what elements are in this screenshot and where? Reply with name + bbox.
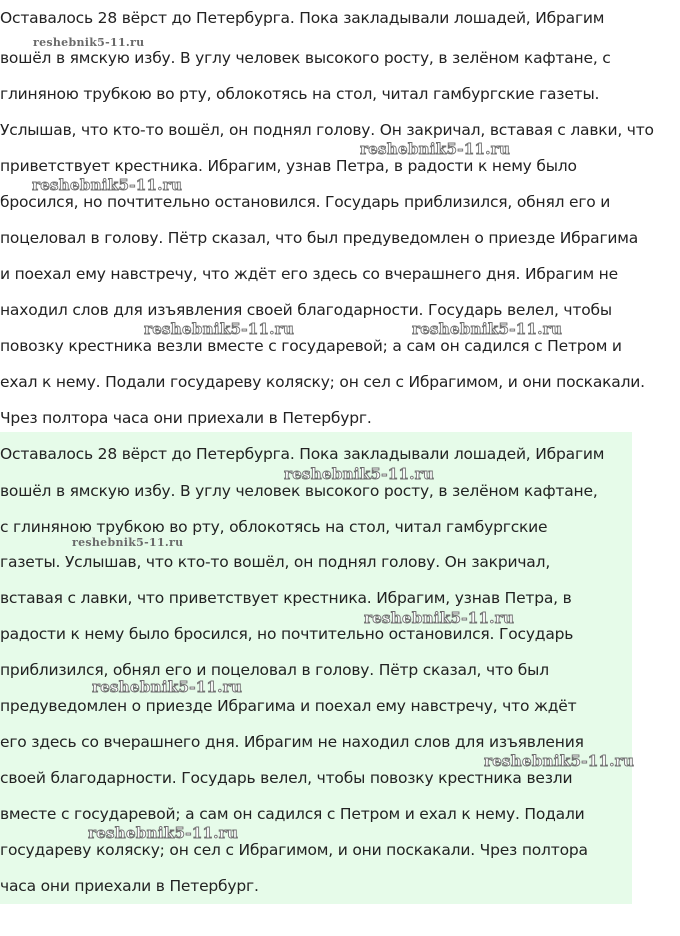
text-line: вошёл в ямскую избу. В углу человек высокого росту, в зелёном кафтане, [0, 482, 598, 500]
text-line: радости к нему было бросился, но почтительно остановился. Государь [0, 625, 574, 643]
watermark: reshebnik5-11.ru [284, 465, 435, 483]
watermark: reshebnik5-11.ru [72, 536, 184, 549]
watermark: reshebnik5-11.ru [32, 176, 183, 194]
text-line: его здесь со вчерашнего дня. Ибрагим не находил слов для изъявления [0, 733, 584, 751]
text-line: своей благодарности. Государь велел, чтобы повозку крестника везли [0, 769, 573, 787]
watermark: reshebnik5-11.ru [88, 824, 239, 842]
text-line: государеву коляску; он сел с Ибрагимом, и они поскакали. Чрез полтора [0, 841, 588, 859]
text-line: приблизился, обнял его и поцеловал в голову. Пётр сказал, что был [0, 661, 549, 679]
watermark: reshebnik5-11.ru [484, 752, 635, 770]
watermark: reshebnik5-11.ru [412, 320, 563, 338]
text-line: Оставалось 28 вёрст до Петербурга. Пока закладывали лошадей, Ибрагим [0, 9, 605, 27]
text-line: часа они приехали в Петербург. [0, 877, 259, 895]
text-line: Оставалось 28 вёрст до Петербурга. Пока закладывали лошадей, Ибрагим [0, 445, 605, 463]
watermark: reshebnik5-11.ru [360, 140, 511, 158]
watermark: reshebnik5-11.ru [144, 320, 295, 338]
watermark: reshebnik5-11.ru [33, 36, 145, 49]
original-text-block [0, 0, 680, 432]
text-line: газеты. Услышав, что кто-то вошёл, он поднял голову. Он закричал, [0, 553, 551, 571]
text-line: Чрез полтора часа они приехали в Петербург. [0, 409, 372, 427]
watermark: reshebnik5-11.ru [364, 609, 515, 627]
highlighted-text-block [0, 432, 635, 904]
text-line: предуведомлен о приезде Ибрагима и поехал ему навстречу, что ждёт [0, 697, 577, 715]
text-line: ехал к нему. Подали государеву коляску; он сел с Ибрагимом, и они поскакали. [0, 373, 645, 391]
text-line: вставая с лавки, что приветствует крестника. Ибрагим, узнав Петра, в [0, 589, 572, 607]
text-line: поцеловал в голову. Пётр сказал, что был предуведомлен о приезде Ибрагима [0, 229, 639, 247]
text-line: с глиняною трубкою во рту, облокотясь на стол, читал гамбургские [0, 518, 548, 536]
text-line: глиняною трубкою во рту, облокотясь на стол, читал гамбургские газеты. [0, 85, 600, 103]
watermark: reshebnik5-11.ru [92, 678, 243, 696]
text-line: вошёл в ямскую избу. В углу человек высокого росту, в зелёном кафтане, с [0, 49, 611, 67]
text-line: и поехал ему навстречу, что ждёт его здесь со вчерашнего дня. Ибрагим не [0, 265, 618, 283]
text-line: Услышав, что кто-то вошёл, он поднял голову. Он закричал, вставая с лавки, что [0, 121, 654, 139]
text-line: бросился, но почтительно остановился. Государь приблизился, обнял его и [0, 193, 611, 211]
text-line: находил слов для изъявления своей благодарности. Государь велел, чтобы [0, 301, 612, 319]
text-line: приветствует крестника. Ибрагим, узнав Петра, в радости к нему было [0, 157, 577, 175]
text-line: повозку крестника везли вместе с государевой; а сам он садился с Петром и [0, 337, 622, 355]
text-line: вместе с государевой; а сам он садился с Петром и ехал к нему. Подали [0, 805, 585, 823]
